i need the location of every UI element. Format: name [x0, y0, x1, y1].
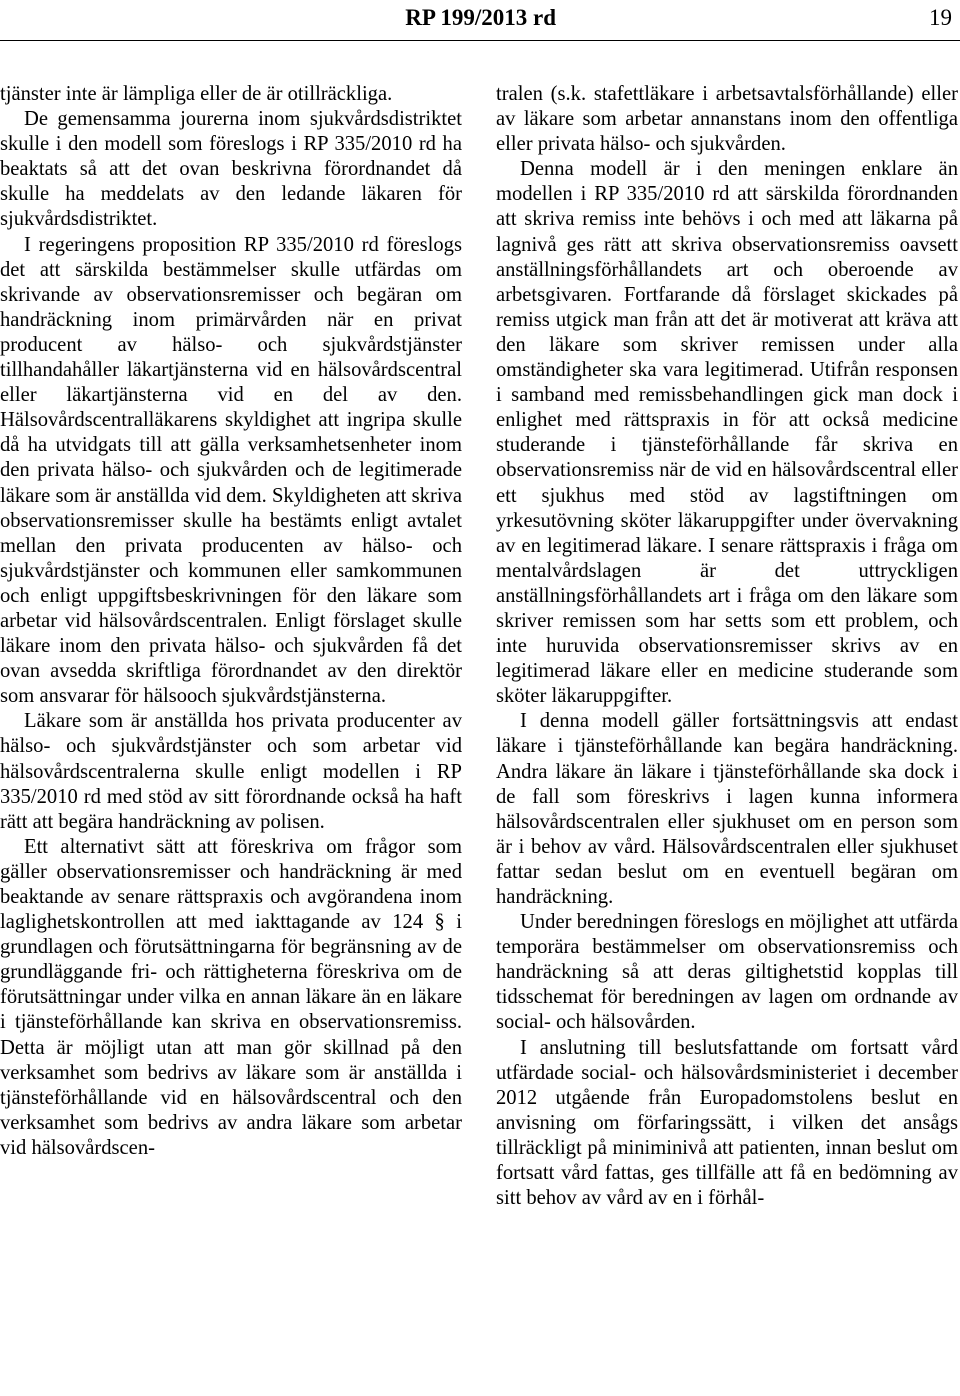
paragraph: Under beredningen föreslogs en möjlighet att utfärda temporära bestämmelser om observationsremiss och handräckning så att deras giltighetstid kopplas till tidsschemat för beredningen av lagen om ordnande av social- och hälsovården.: [496, 911, 958, 1034]
page-number: 19: [929, 5, 952, 30]
left-column: [0, 82, 462, 1161]
paragraph: I denna modell gäller fortsättningsvis att endast läkare i tjänsteförhållande kan begära handräckning. Andra läkare än läkare i tjänsteförhållande ska dock i de fall som föreskrivs i lagen kunna informera hälsovårdscentralen eller sjukhuset om en person som är i behov av vård. Hälsovårdscentralen eller sjukhuset fattar sedan beslut om en eventuell begäran om handräckning.: [496, 710, 958, 908]
page-header: [0, 0, 960, 42]
header-rule: [0, 40, 960, 41]
right-column: [496, 82, 958, 1211]
document-reference: RP 199/2013 rd: [405, 5, 556, 30]
paragraph: tralen (s.k. stafettläkare i arbetsavtalsförhållande) eller av läkare som arbetar annanstans inom den offentliga eller privata hälso- och sjukvården.: [496, 83, 958, 156]
paragraph: Denna modell är i den meningen enklare än modellen i RP 335/2010 rd att särskilda förordnanden att skriva remiss inte behövs i och med att läkarna på lagnivå ges rätt att skriva observationsremiss oavsett anställningsförhållandets art och oberoende av arbetsgivaren. Fortfarande då förslaget skickades på remiss utgick man från att det är motiverat att kräva att den läkare som skriver remissen under alla omständigheter ska vara legitimerad. Utifrån responsen i samband med remissbehandlingen gick man dock i enlighet med rättspraxis in för att också medicine studerande i tjänsteförhållande får skriva en observationsremiss när de vid en hälsovårdscentral eller ett sjukhus med stöd av lagstiftningen om yrkesutövning sköter läkaruppgifter under övervakning av en legitimerad läkare. I senare rättspraxis i fråga om mentalvårdslagen är det uttryckligen anställningsförhållandets art i fråga om den läkare som skriver remissen som har setts som ett problem, och inte huruvida observationsremisser skrivs av en legitimerad läkare eller en medicine studerande som sköter läkaruppgifter.: [496, 158, 958, 708]
paragraph: tjänster inte är lämpliga eller de är otillräckliga.: [0, 83, 393, 105]
paragraph: I anslutning till beslutsfattande om fortsatt vård utfärdade social- och hälsovårdsministeriet i december 2012 utgående från Europadomstolens beslut en anvisning om förfaringssätt, i vilken det ansågs tillräckligt på miniminivå att patienten, innan beslut om fortsatt vård fattas, ges tillfälle att få en bedömning av sitt behov av vård av en i förhål-: [496, 1036, 958, 1210]
paragraph: De gemensamma jourerna inom sjukvårdsdistriktet skulle i den modell som föreslogs i RP 335/2010 rd ha beaktats så att det ovan beskrivna förordnandet då skulle ha meddelats av den ledande läkaren för sjukvårdsdistriktet.: [0, 108, 462, 231]
paragraph: Läkare som är anställda hos privata producenter av hälso- och sjukvårdstjänster och som arbetar vid hälsovårdscentralerna skulle enligt modellen i RP 335/2010 rd med stöd av sitt förordnande också ha haft rätt att begära handräckning av polisen.: [0, 710, 462, 833]
paragraph: I regeringens proposition RP 335/2010 rd föreslogs det att särskilda bestämmelser skulle utfärdas om skrivande av observationsremisser och begäran om handräckning inom primärvården när en privat producent av hälso- och sjukvårdstjänster tillhandahåller läkartjänsterna vid en hälsovårdscentral eller läkartjänsterna vid en del av den. Hälsovårdscentralläkarens skyldighet att ingripa skulle då ha utvidgats till att gälla verksamhetsenheter inom den privata hälso- och sjukvården och de legitimerade läkare som är anställda vid dem. Skyldigheten att skriva observationsremisser skulle ha bestämts enligt avtalet mellan den privata producenten av hälso- och sjukvårdstjänster och kommunen eller samkommunen och enligt uppgiftsbeskrivningen för den läkare som arbetar vid hälsovårdscentralen. Enligt förslaget skulle läkare inom den privata hälso- och sjukvården få det ovan avsedda skriftliga förordnandet av den direktör som ansvarar för hälsooch sjukvårdstjänsterna.: [0, 233, 462, 708]
paragraph: Ett alternativt sätt att föreskriva om frågor som gäller observationsremisser och handräckning är med beaktande av senare rättspraxis och avgörandena inom laglighetskontrollen att med iakttagande av 124 § i grundlagen och förutsättningarna för begränsning av de grundläggande fri- och rättigheterna föreskriva om de förutsättningar under vilka en annan läkare än en läkare i tjänsteförhållande kan skriva en observationsremiss. Detta är möjligt utan att man gör skillnad på den verksamhet som bedrivs av läkare som är anställda i tjänsteförhållande vid en hälsovårdscentral och den verksamhet som bedrivs av andra läkare som arbetar vid hälsovårdscen-: [0, 835, 462, 1159]
